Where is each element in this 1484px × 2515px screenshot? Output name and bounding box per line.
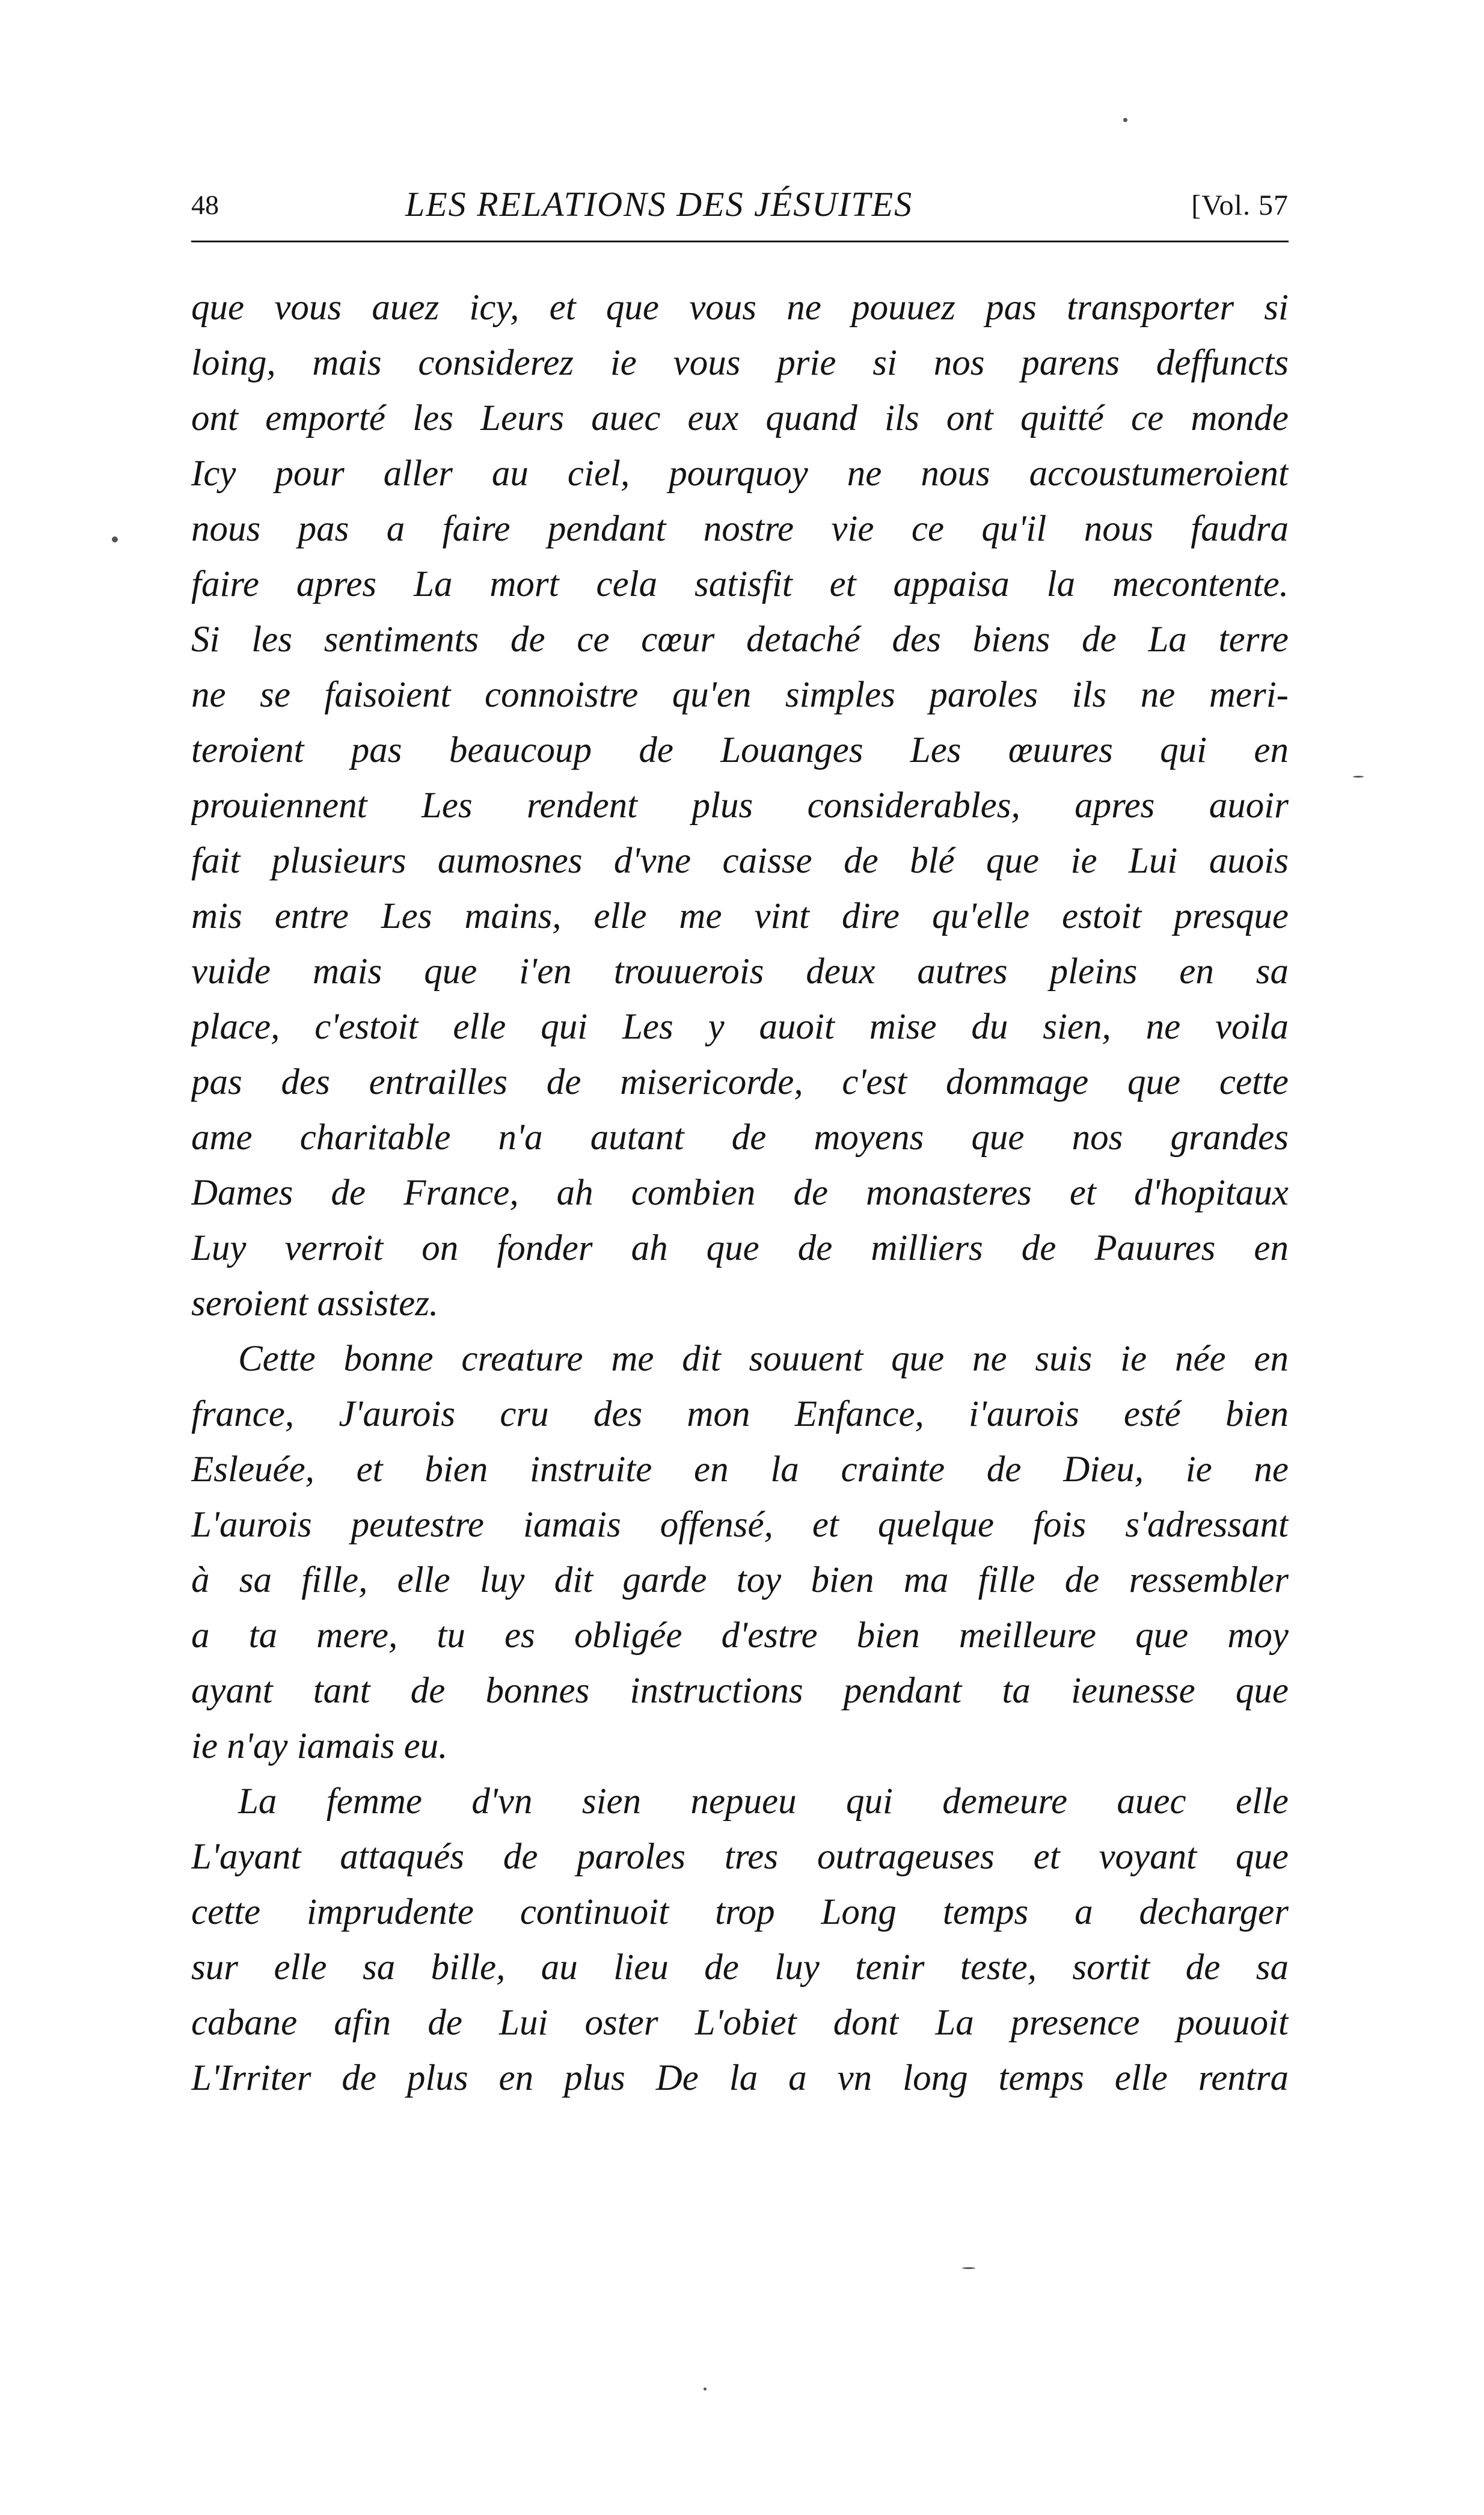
text-line: teroient pas beaucoup de Louanges Les œuures qui en: [191, 730, 1289, 770]
text-line: prouiennent Les rendent plus considerables, apres auoir: [191, 785, 1289, 826]
text-line: La femme d'vn sien nepueu qui demeure auec elle: [238, 1781, 1289, 1822]
scan-speck: [962, 2267, 975, 2269]
text-line: L'Irriter de plus en plus De la a vn long temps elle rentra: [191, 2058, 1289, 2098]
text-line: fait plusieurs aumosnes d'vne caisse de blé que ie Lui auois: [191, 841, 1289, 881]
scan-speck: [1353, 776, 1364, 778]
text-line: ont emporté les Leurs auec eux quand ils ont quitté ce monde: [191, 398, 1289, 438]
scan-speck: [112, 536, 118, 542]
volume-label: [Vol. 57: [1191, 189, 1289, 221]
text-line: L'ayant attaqués de paroles tres outrageuses et voyant que: [191, 1837, 1289, 1877]
text-line: Cette bonne creature me dit souuent que ne suis ie née en: [238, 1339, 1289, 1379]
scan-speck: [1123, 118, 1127, 122]
text-line: ie n'ay iamais eu.: [191, 1726, 448, 1766]
text-line: que vous auez icy, et que vous ne pouuez pas transporter si: [191, 287, 1289, 328]
text-line: france, J'aurois cru des mon Enfance, i'aurois esté bien: [191, 1394, 1289, 1434]
page-number: 48: [191, 189, 219, 220]
body-text: [191, 280, 1289, 2106]
text-line: nous pas a faire pendant nostre vie ce qu'il nous faudra: [191, 509, 1289, 549]
text-line: vuide mais que i'en trouuerois deux autres pleins en sa: [191, 951, 1289, 992]
text-line: loing, mais considerez ie vous prie si nos parens deffuncts: [191, 343, 1289, 383]
text-line: ame charitable n'a autant de moyens que nos grandes: [191, 1117, 1289, 1158]
text-line: cette imprudente continuoit trop Long temps a decharger: [191, 1892, 1289, 1932]
text-line: a ta mere, tu es obligée d'estre bien meilleure que moy: [191, 1615, 1289, 1656]
paragraph-3: [191, 1774, 1289, 2106]
running-header: [191, 184, 1289, 235]
text-line: sur elle sa bille, au lieu de luy tenir teste, sortit de sa: [191, 1947, 1289, 1988]
text-line: seroient assistez.: [191, 1283, 439, 1324]
text-line: Luy verroit on fonder ah que de milliers de Pauures en: [191, 1228, 1289, 1268]
text-line: Esleuée, et bien instruite en la crainte de Dieu, ie ne: [191, 1449, 1289, 1490]
text-line: ne se faisoient connoistre qu'en simples paroles ils ne meri-: [191, 675, 1289, 715]
paragraph-1: [191, 280, 1289, 1331]
text-line: faire apres La mort cela satisfit et appaisa la mecontente.: [191, 564, 1289, 604]
text-line: ayant tant de bonnes instructions pendant ta ieunesse que: [191, 1671, 1289, 1711]
text-line: mis entre Les mains, elle me vint dire qu'elle estoit presque: [191, 896, 1289, 936]
running-title: LES RELATIONS DES JÉSUITES: [405, 185, 913, 224]
text-line: pas des entrailles de misericorde, c'est dommage que cette: [191, 1062, 1289, 1102]
text-line: à sa fille, elle luy dit garde toy bien ma fille de ressembler: [191, 1560, 1289, 1600]
paragraph-2: [191, 1331, 1289, 1774]
text-line: place, c'estoit elle qui Les y auoit mise du sien, ne voila: [191, 1007, 1289, 1047]
text-line: Si les sentiments de ce cœur detaché des biens de La terre: [191, 619, 1289, 660]
text-line: Dames de France, ah combien de monasteres et d'hopitaux: [191, 1173, 1289, 1213]
scan-speck: [704, 2388, 707, 2391]
text-line: cabane afin de Lui oster L'obiet dont La presence pouuoit: [191, 2003, 1289, 2043]
header-rule: [191, 241, 1289, 242]
text-line: Icy pour aller au ciel, pourquoy ne nous accoustumeroient: [191, 453, 1289, 494]
text-line: L'aurois peutestre iamais offensé, et quelque fois s'adressant: [191, 1505, 1289, 1545]
